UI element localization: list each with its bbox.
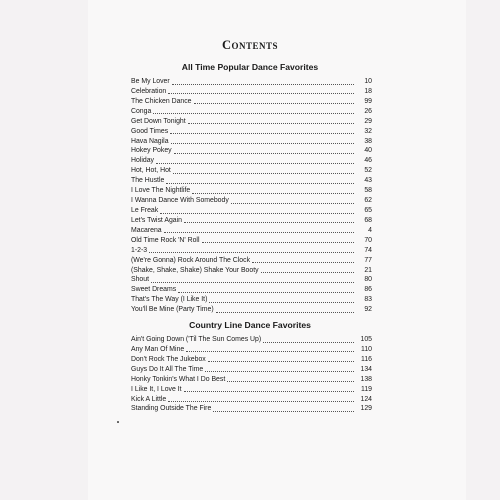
toc-entry (131, 385, 372, 395)
entry-title: 1-2-3 (131, 246, 148, 254)
entry-page-number: 10 (364, 77, 372, 85)
entry-page-number: 92 (364, 306, 372, 314)
section-title-country: Country Line Dance Favorites (189, 320, 311, 330)
entry-page-number: 119 (361, 385, 372, 393)
entry-page-number: 32 (364, 127, 372, 135)
entry-page-number: 52 (364, 167, 372, 175)
dot-leader (252, 262, 354, 263)
entry-page-number: 62 (364, 197, 372, 205)
toc-entry (131, 395, 372, 405)
toc-entry (131, 77, 372, 87)
entry-title: Standing Outside The Fire (131, 405, 212, 413)
entry-title: Sweet Dreams (131, 286, 177, 294)
dot-leader (172, 84, 354, 85)
entry-page-number: 110 (361, 345, 372, 353)
dot-leader (205, 371, 354, 372)
entry-page-number: 80 (364, 276, 372, 284)
toc-entry (131, 345, 372, 355)
entry-title: Old Time Rock 'N' Roll (131, 236, 200, 244)
entry-title: Be My Lover (131, 77, 170, 85)
toc-entry (131, 365, 372, 375)
entry-title: Macarena (131, 226, 162, 234)
section-title-dance: All Time Popular Dance Favorites (181, 62, 319, 72)
dot-leader (151, 282, 354, 283)
page-title: Contents (221, 38, 279, 52)
page-speck (117, 421, 119, 423)
dot-leader (231, 203, 354, 204)
entry-page-number: 46 (364, 157, 372, 165)
entry-title: Conga (131, 107, 152, 115)
toc-entry (131, 275, 372, 285)
dot-leader (227, 381, 354, 382)
toc-entry (131, 146, 372, 156)
entry-title: Shout (131, 276, 150, 284)
entry-page-number: 116 (361, 355, 372, 363)
dot-leader (213, 411, 354, 412)
dot-leader (156, 163, 354, 164)
entry-page-number: 21 (364, 266, 372, 274)
dot-leader (166, 183, 354, 184)
toc-entry (131, 97, 372, 107)
entry-title: (We're Gonna) Rock Around The Clock (131, 256, 251, 264)
entry-title: (Shake, Shake, Shake) Shake Your Booty (131, 266, 259, 274)
dot-leader (170, 133, 354, 134)
entry-page-number: 77 (364, 256, 372, 264)
entry-title: That's The Way (I Like It) (131, 296, 208, 304)
toc-entry (131, 216, 372, 226)
entry-page-number: 74 (364, 246, 372, 254)
toc-entry (131, 186, 372, 196)
entry-page-number: 29 (364, 117, 372, 125)
toc-entry (131, 335, 372, 345)
entry-title: Let's Twist Again (131, 216, 182, 224)
toc-entry (131, 206, 372, 216)
entry-title: Hot, Hot, Hot (131, 167, 171, 175)
entry-page-number: 58 (364, 187, 372, 195)
entry-page-number: 86 (364, 286, 372, 294)
entry-title: Get Down Tonight (131, 117, 186, 125)
dot-leader (168, 93, 354, 94)
toc-entry (131, 305, 372, 315)
dot-leader (216, 312, 354, 313)
toc-entry (131, 266, 372, 276)
entry-title: Holiday (131, 157, 154, 165)
toc-entry (131, 176, 372, 186)
entry-page-number: 124 (360, 395, 372, 403)
entry-title: Kick A Little (131, 395, 167, 403)
toc-entry (131, 404, 372, 414)
dot-leader (186, 351, 354, 352)
toc-list-dance (131, 77, 372, 315)
dot-leader (261, 272, 354, 273)
dot-leader (263, 342, 354, 343)
toc-entry (131, 295, 372, 305)
entry-page-number: 70 (364, 236, 372, 244)
toc-entry (131, 137, 372, 147)
entry-title: I Wanna Dance With Somebody (131, 197, 229, 205)
dot-leader (164, 232, 354, 233)
entry-page-number: 4 (368, 226, 372, 234)
entry-page-number: 134 (360, 365, 372, 373)
entry-page-number: 38 (364, 137, 372, 145)
toc-entry (131, 156, 372, 166)
dot-leader (173, 173, 354, 174)
entry-page-number: 83 (364, 296, 372, 304)
entry-page-number: 65 (364, 206, 372, 214)
dot-leader (209, 302, 354, 303)
entry-title: The Chicken Dance (131, 97, 192, 105)
toc-entry (131, 256, 372, 266)
toc-entry (131, 226, 372, 236)
toc-entry (131, 87, 372, 97)
toc-list-country (131, 335, 372, 414)
entry-title: You'll Be Mine (Party Time) (131, 306, 214, 314)
dot-leader (194, 103, 354, 104)
entry-page-number: 18 (364, 87, 372, 95)
toc-entry (131, 196, 372, 206)
entry-title: Don't Rock The Jukebox (131, 355, 206, 363)
entry-page-number: 40 (364, 147, 372, 155)
dot-leader (168, 401, 354, 402)
toc-entry (131, 127, 372, 137)
dot-leader (184, 222, 354, 223)
dot-leader (160, 213, 354, 214)
entry-title: Any Man Of Mine (131, 345, 185, 353)
entry-title: The Hustle (131, 177, 165, 185)
entry-title: Celebration (131, 87, 167, 95)
dot-leader (202, 242, 355, 243)
toc-entry (131, 166, 372, 176)
toc-entry (131, 107, 372, 117)
entry-page-number: 99 (364, 97, 372, 105)
dot-leader (149, 252, 354, 253)
entry-title: I Like It, I Love It (131, 385, 182, 393)
dot-leader (208, 361, 354, 362)
toc-entry (131, 355, 372, 365)
entry-page-number: 105 (360, 335, 372, 343)
dot-leader (184, 391, 354, 392)
toc-entry (131, 285, 372, 295)
dot-leader (153, 113, 354, 114)
entry-title: Hokey Pokey (131, 147, 172, 155)
toc-entry (131, 375, 372, 385)
entry-page-number: 68 (364, 216, 372, 224)
entry-title: Ain't Going Down ('Til The Sun Comes Up) (131, 335, 262, 343)
toc-entry (131, 236, 372, 246)
dot-leader (188, 123, 354, 124)
entry-page-number: 43 (364, 177, 372, 185)
entry-title: Honky Tonkin's What I Do Best (131, 375, 226, 383)
dot-leader (178, 292, 354, 293)
entry-title: Le Freak (131, 206, 159, 214)
entry-title: Guys Do It All The Time (131, 365, 204, 373)
entry-page-number: 129 (360, 405, 372, 413)
dot-leader (174, 153, 354, 154)
entry-page-number: 26 (364, 107, 372, 115)
entry-title: I Love The Nightlife (131, 187, 191, 195)
dot-leader (192, 193, 354, 194)
entry-title: Hava Nagila (131, 137, 169, 145)
entry-page-number: 138 (360, 375, 372, 383)
toc-entry (131, 246, 372, 256)
entry-title: Good Times (131, 127, 169, 135)
dot-leader (171, 143, 354, 144)
toc-entry (131, 117, 372, 127)
